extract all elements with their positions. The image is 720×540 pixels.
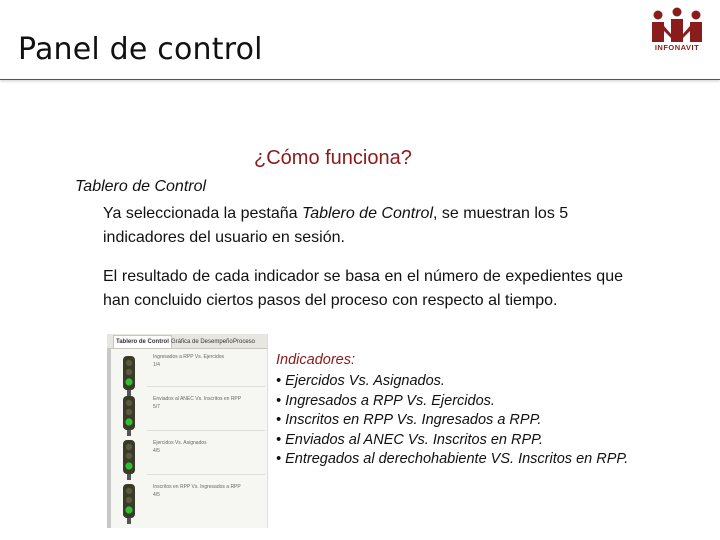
indicators-title: Indicadores: bbox=[276, 352, 355, 368]
indicator-value: 1/4 bbox=[153, 362, 160, 368]
indicator-divider bbox=[147, 474, 265, 475]
indicator-value: 4/5 bbox=[153, 492, 160, 498]
section-heading: Tablero de Control bbox=[75, 178, 207, 195]
result-paragraph: El resultado de cada indicador se basa en el número de expedientes que han concluido ciertos pasos del proceso con respecto al tiempo. bbox=[103, 268, 623, 309]
dashboard-screenshot bbox=[107, 334, 268, 528]
section-subtitle: ¿Cómo funciona? bbox=[254, 147, 412, 169]
indicator-label: Ingresados a RPP Vs. Ejercidos bbox=[153, 354, 225, 360]
logo-wordmark: INFONAVIT bbox=[654, 43, 700, 52]
list-item: • Ejercidos Vs. Asignados. bbox=[276, 373, 445, 389]
tab-proceso[interactable]: Proceso bbox=[233, 339, 256, 345]
traffic-light-icon bbox=[121, 484, 137, 524]
list-item: • Enviados al ANEC Vs. Inscritos en RPP. bbox=[276, 431, 543, 448]
screenshot-sidebar bbox=[107, 348, 111, 528]
title-divider bbox=[0, 79, 720, 80]
dashboard-tabs bbox=[107, 334, 267, 349]
intro-text-before: Ya seleccionada la pestaña bbox=[103, 205, 302, 222]
list-item: • Inscritos en RPP Vs. Ingresados a RPP. bbox=[276, 412, 542, 428]
list-item: • Ingresados a RPP Vs. Ejercidos. bbox=[276, 392, 495, 409]
tab-tablero-de-control[interactable]: Tablero de Control bbox=[113, 335, 172, 348]
indicator-label: Enviados al ANEC Vs. Inscritos en RPP bbox=[153, 396, 242, 402]
indicators-list bbox=[276, 372, 628, 470]
indicator-label: Inscritos en RPP Vs. Ingresados a RPP bbox=[153, 484, 241, 490]
indicator-label: Ejercidos Vs. Asignados bbox=[153, 440, 207, 446]
intro-paragraph bbox=[103, 202, 623, 250]
traffic-light-icon bbox=[121, 396, 137, 436]
indicator-value: 5/7 bbox=[153, 404, 160, 410]
traffic-light-icon bbox=[121, 356, 137, 396]
tab-grafica-de-desempeno[interactable]: Gráfica de Desempeño bbox=[171, 339, 233, 345]
indicator-divider bbox=[147, 386, 265, 387]
indicator-value: 4/5 bbox=[153, 448, 160, 454]
indicator-divider bbox=[147, 430, 265, 431]
list-item: • Entregados al derechohabiente VS. Inscritos en RPP. bbox=[276, 451, 629, 467]
intro-text-emphasis: Tablero de Control bbox=[301, 205, 433, 222]
page-title: Panel de control bbox=[18, 32, 263, 67]
traffic-light-icon bbox=[121, 440, 137, 480]
intro-text-after: , se muestran los 5 indicadores del usuario en sesión. bbox=[103, 205, 569, 246]
